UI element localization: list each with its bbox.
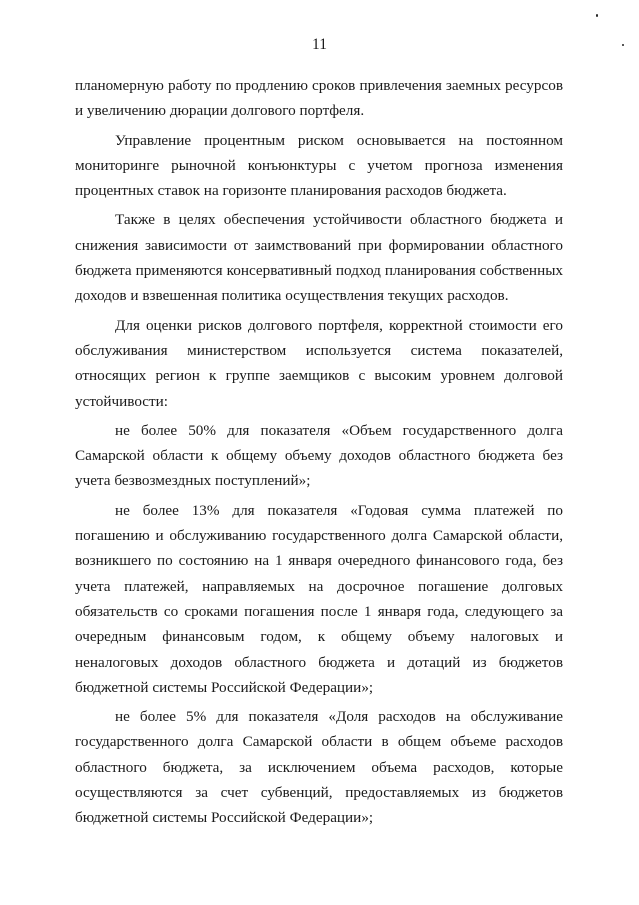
scan-speck <box>596 14 598 17</box>
paragraph-continuation: планомерную работу по продлению сроков привлечения заемных ресурсов и увеличению дюрации долгового портфеля. <box>75 77 563 120</box>
page-number: 11 <box>312 36 327 53</box>
paragraph-indicator-13: не более 13% для показателя «Годовая сумма платежей по погашению и обслуживанию государственного долга Самарской области, возникшего по состоянию на 1 января очередного финансового года, без учета платежей, направляемых на досрочное погашение долговых обязательств со сроками погашения после 1 января года, следующего за очередным финансовым годом, к общему объему налоговых и неналоговых доходов областного бюджета и дотаций из бюджетов бюджетной системы Российской Федерации»; <box>75 501 563 696</box>
scan-speck <box>622 44 624 46</box>
body-text <box>75 73 563 835</box>
paragraph-risk-assessment: Для оценки рисков долгового портфеля, корректной стоимости его обслуживания министерством используется система показателей, относящих регион к группе заемщиков с высоким уровнем долговой устойчивости: <box>75 316 563 410</box>
paragraph-budget-stability: Также в целях обеспечения устойчивости областного бюджета и снижения зависимости от заимствований при формировании областного бюджета применяются консервативный подход планирования собственных доходов и взвешенная политика осуществления текущих расходов. <box>75 211 563 305</box>
paragraph-indicator-50: не более 50% для показателя «Объем государственного долга Самарской области к общему объему доходов областного бюджета без учета безвозмездных поступлений»; <box>75 421 563 490</box>
paragraph-interest-risk: Управление процентным риском основывается на постоянном мониторинге рыночной конъюнктуры с учетом прогноза изменения процентных ставок на горизонте планирования расходов бюджета. <box>75 131 563 200</box>
paragraph-indicator-5: не более 5% для показателя «Доля расходов на обслуживание государственного долга Самарской области в общем объеме расходов областного бюджета, за исключением объема расходов, которые осуществляются за счет субвенций, предоставляемых из бюджетов бюджетной системы Российской Федерации»; <box>75 708 563 827</box>
